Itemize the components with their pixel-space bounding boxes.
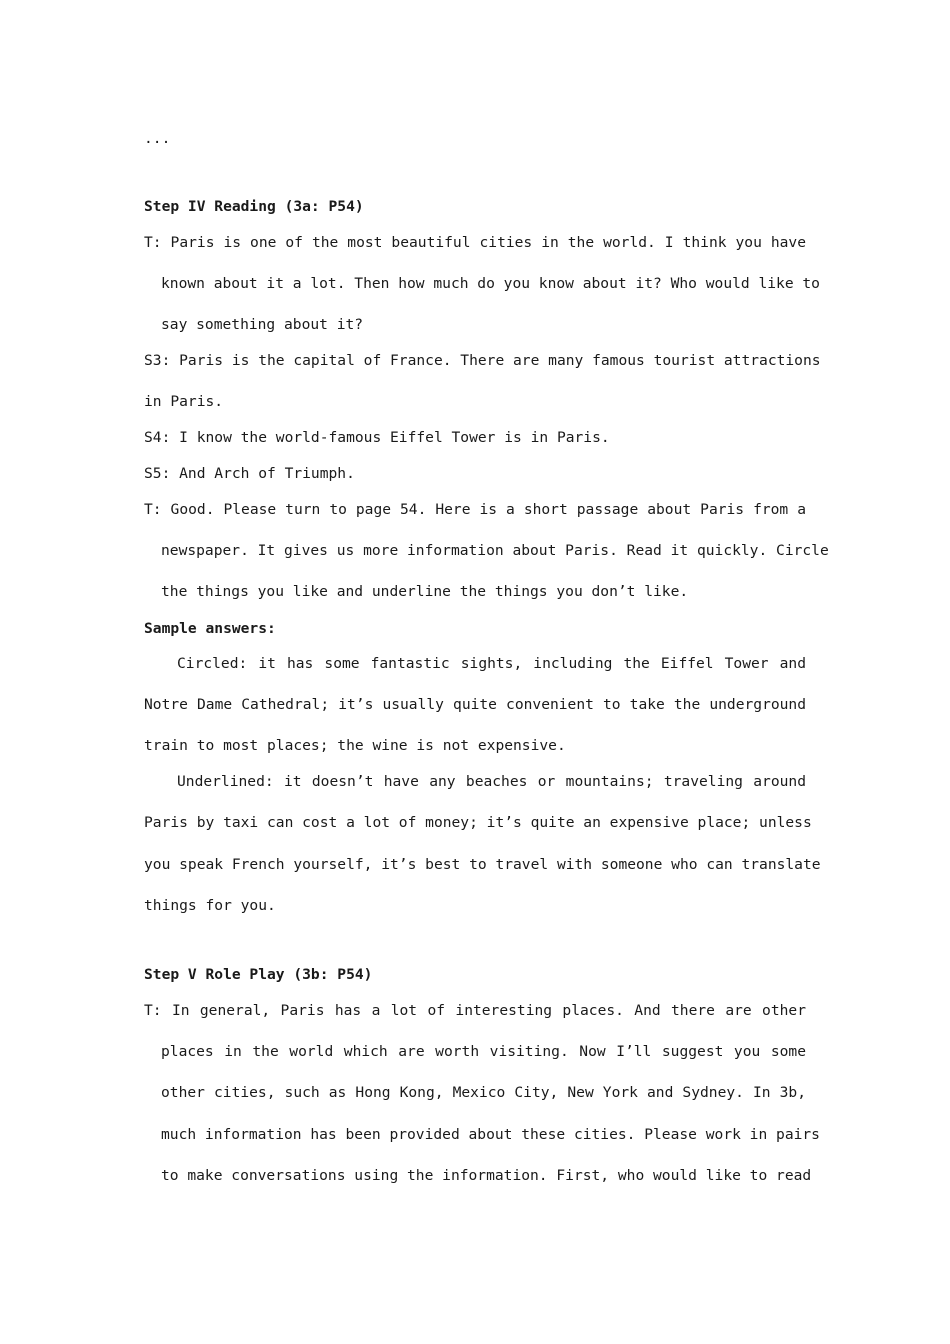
- t-intro-line-1: T: Paris is one of the most beautiful cities in the world. I think you have: [144, 234, 806, 251]
- step5-heading: Step V Role Play (3b: P54): [144, 966, 373, 983]
- t-general-line-5: to make conversations using the information. First, who would like to read: [161, 1167, 812, 1184]
- s3-line-2: in Paris.: [144, 393, 224, 410]
- underlined-line-3: you speak French yourself, it’s best to travel with someone who can translate: [144, 856, 821, 873]
- sample-answers-heading: Sample answers:: [144, 620, 276, 637]
- underlined-line-2: Paris by taxi can cost a lot of money; it’s quite an expensive place; unless: [144, 814, 812, 831]
- s4-line: S4: I know the world-famous Eiffel Tower is in Paris.: [144, 429, 610, 446]
- t-general-line-1: T: In general, Paris has a lot of interesting places. And there are other: [144, 1002, 806, 1019]
- t-general-line-3: other cities, such as Hong Kong, Mexico City, New York and Sydney. In 3b,: [161, 1084, 806, 1101]
- t-general-line-4: much information has been provided about these cities. Please work in pairs: [161, 1126, 820, 1143]
- underlined-line-1: Underlined: it doesn’t have any beaches or mountains; traveling around: [177, 773, 806, 790]
- s3-line-1: S3: Paris is the capital of France. There are many famous tourist attractions: [144, 352, 821, 369]
- circled-line-1: Circled: it has some fantastic sights, including the Eiffel Tower and: [177, 655, 806, 672]
- t-general-line-2: places in the world which are worth visiting. Now I’ll suggest you some: [161, 1043, 806, 1060]
- circled-line-2: Notre Dame Cathedral; it’s usually quite convenient to take the underground: [144, 696, 806, 713]
- t-intro-line-3: say something about it?: [161, 316, 364, 333]
- t-good-line-1: T: Good. Please turn to page 54. Here is a short passage about Paris from a: [144, 501, 806, 518]
- step4-heading: Step IV Reading (3a: P54): [144, 198, 364, 215]
- ellipsis: ...: [144, 130, 171, 147]
- t-good-line-2: newspaper. It gives us more information about Paris. Read it quickly. Circle: [161, 542, 829, 559]
- t-good-line-3: the things you like and underline the things you don’t like.: [161, 583, 689, 600]
- s5-line: S5: And Arch of Triumph.: [144, 465, 355, 482]
- circled-line-3: train to most places; the wine is not expensive.: [144, 737, 566, 754]
- underlined-line-4: things for you.: [144, 897, 276, 914]
- t-intro-line-2: known about it a lot. Then how much do you know about it? Who would like to: [161, 275, 820, 292]
